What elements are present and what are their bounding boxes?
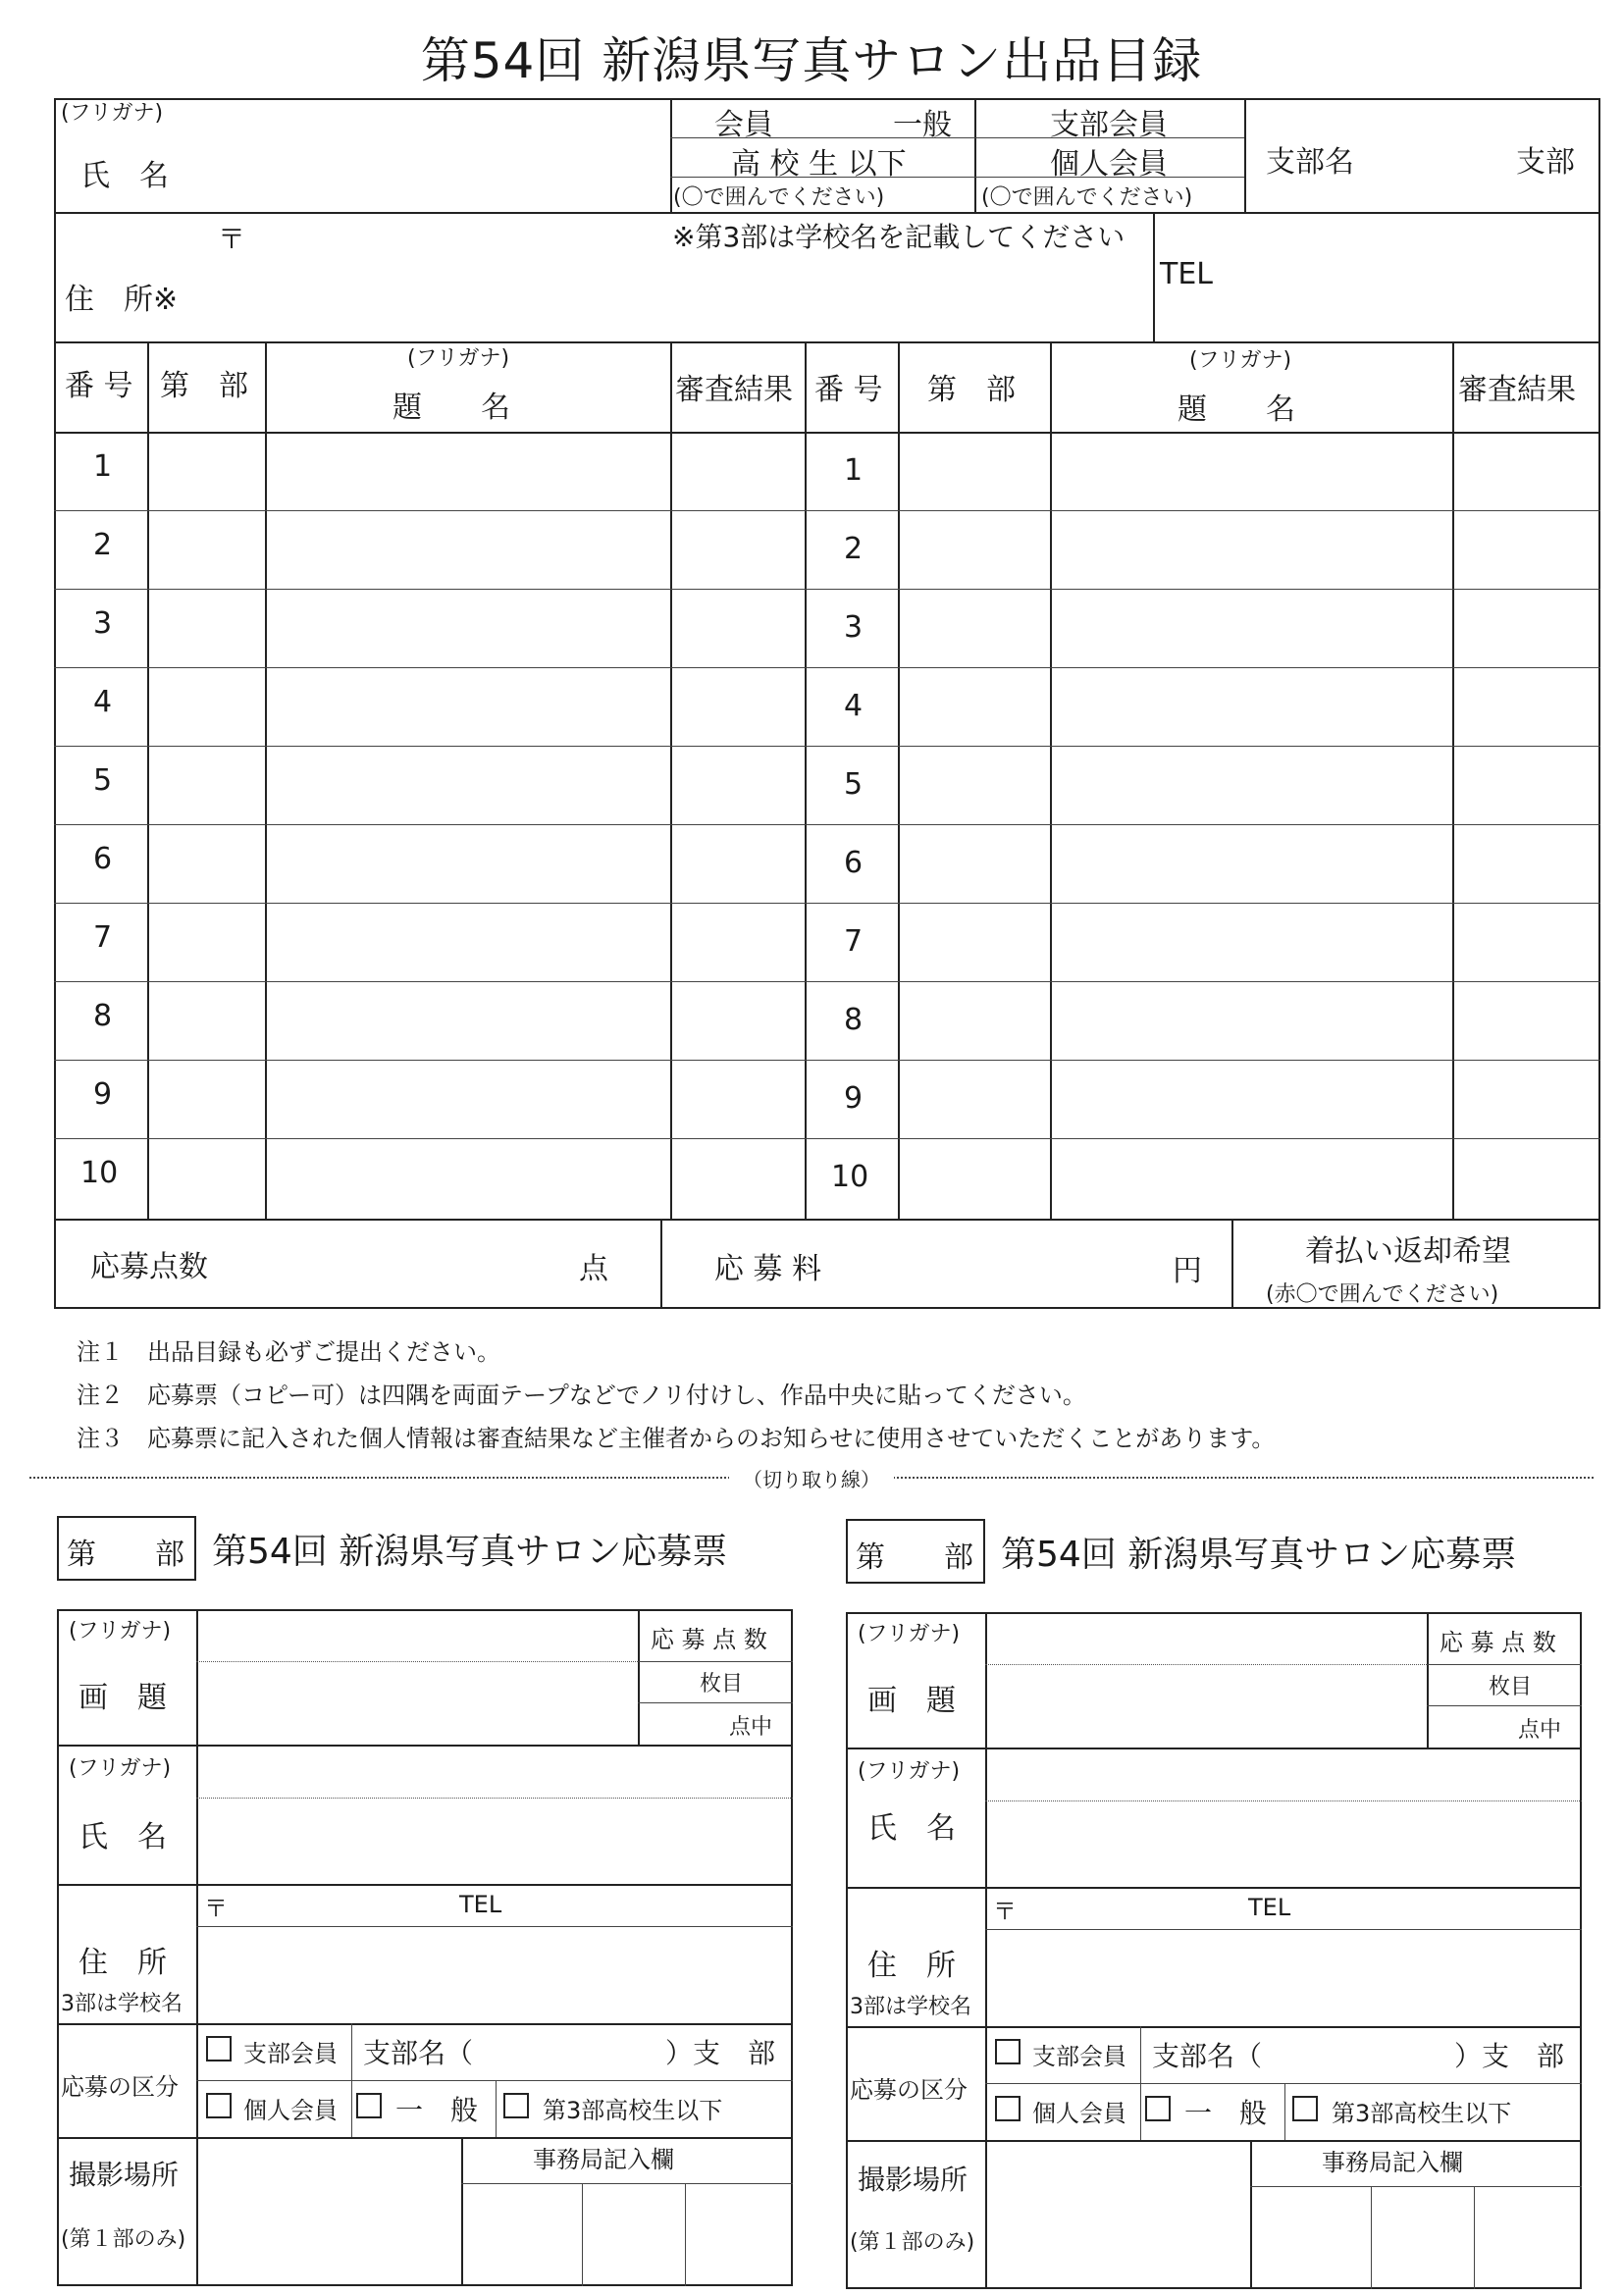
fee-label: 応 募 料 bbox=[714, 1252, 822, 1286]
branch-suffix: 支部 bbox=[1516, 145, 1575, 180]
postal-mark: 〒 bbox=[993, 1898, 1017, 1925]
section-box-label: 第 部 bbox=[856, 1540, 973, 1575]
location-sub: (第１部のみ) bbox=[61, 2227, 186, 2252]
note-3: 注３ 応募票に記入された個人情報は審査結果など主催者からのお知らせに使用させていただくことがあります。 bbox=[77, 1425, 1276, 1452]
page-title: 第54回 新潟県写真サロン出品目録 bbox=[420, 32, 1203, 89]
highschool-checkbox[interactable] bbox=[1292, 2096, 1318, 2121]
header-title-right: 題 名 bbox=[1178, 392, 1295, 427]
general-label: 一 般 bbox=[395, 2094, 479, 2126]
row-number: 8 bbox=[844, 1003, 864, 1037]
return-label[interactable]: 着払い返却希望 bbox=[1305, 1234, 1511, 1269]
header-section-right: 第 部 bbox=[927, 373, 1016, 407]
highschool-option[interactable]: 高 校 生 以下 bbox=[731, 147, 907, 182]
header-number-right: 番 号 bbox=[814, 373, 883, 407]
tel-label: TEL bbox=[459, 1891, 502, 1918]
count-label: 応 募 点 数 bbox=[1440, 1629, 1556, 1656]
highschool-label: 第3部高校生以下 bbox=[543, 2097, 723, 2124]
count-unit: 点 bbox=[579, 1252, 608, 1286]
name-furigana-label: (フリガナ) bbox=[69, 1756, 172, 1781]
header-result-right: 審査結果 bbox=[1458, 373, 1576, 407]
branch-name-label: 支部名（ bbox=[1152, 2040, 1263, 2072]
row-number: 3 bbox=[844, 610, 864, 645]
row-number: 2 bbox=[844, 532, 864, 566]
count-of: 枚目 bbox=[1489, 1675, 1533, 1699]
branch-name-label: 支部名（ bbox=[363, 2037, 474, 2069]
count-of: 枚目 bbox=[700, 1672, 744, 1696]
work-title-label: 画 題 bbox=[867, 1684, 956, 1718]
return-hint: (赤〇で囲んでください) bbox=[1266, 1282, 1499, 1307]
name-label: 氏 名 bbox=[867, 1811, 956, 1846]
individual-member-label: 個人会員 bbox=[1032, 2100, 1126, 2127]
row-number: 1 bbox=[844, 453, 864, 488]
entries-table bbox=[54, 341, 1600, 1221]
row-number: 4 bbox=[93, 685, 113, 719]
category-label: 応募の区分 bbox=[61, 2073, 179, 2101]
work-furigana-label: (フリガナ) bbox=[69, 1619, 172, 1644]
row-number: 10 bbox=[831, 1160, 869, 1194]
row-number: 5 bbox=[93, 763, 113, 798]
header-result-left: 審査結果 bbox=[675, 373, 793, 407]
address-label: 住 所 bbox=[867, 1949, 956, 1983]
name-label: 氏 名 bbox=[80, 159, 169, 193]
count-total: 点中 bbox=[729, 1715, 773, 1740]
count-label: 応募点数 bbox=[90, 1250, 208, 1284]
tel-label: TEL bbox=[1160, 257, 1213, 291]
office-label: 事務局記入欄 bbox=[1322, 2149, 1463, 2176]
general-checkbox[interactable] bbox=[356, 2093, 382, 2118]
row-number: 2 bbox=[93, 528, 113, 562]
tel-label: TEL bbox=[1248, 1894, 1291, 1921]
cut-line-label: （切り取り線） bbox=[729, 1468, 894, 1491]
member-option[interactable]: 会員 bbox=[714, 108, 773, 142]
address-label: 住 所※ bbox=[65, 283, 179, 317]
circle-hint-2: (〇で囲んでください) bbox=[981, 185, 1193, 210]
header-title-left: 題 名 bbox=[393, 391, 510, 425]
office-label: 事務局記入欄 bbox=[533, 2146, 674, 2173]
row-number: 9 bbox=[93, 1077, 113, 1112]
header-furigana-left: (フリガナ) bbox=[407, 346, 510, 371]
work-title-label: 画 題 bbox=[79, 1681, 167, 1715]
header-number-left: 番 号 bbox=[65, 369, 133, 403]
row-number: 7 bbox=[844, 924, 864, 959]
branch-member-checkbox[interactable] bbox=[206, 2036, 232, 2061]
location-label: 撮影場所 bbox=[69, 2159, 180, 2191]
branch-member-checkbox[interactable] bbox=[995, 2039, 1021, 2064]
individual-member-checkbox[interactable] bbox=[206, 2093, 232, 2118]
row-number: 5 bbox=[844, 767, 864, 802]
name-furigana-label: (フリガナ) bbox=[61, 101, 164, 126]
entry-ticket-left bbox=[57, 1516, 793, 2291]
name-furigana-label: (フリガナ) bbox=[858, 1759, 961, 1784]
row-number: 6 bbox=[93, 842, 113, 876]
branch-member-label: 支部会員 bbox=[243, 2040, 338, 2067]
count-label: 応 募 点 数 bbox=[651, 1626, 767, 1653]
general-checkbox[interactable] bbox=[1145, 2096, 1171, 2121]
postal-mark: 〒 bbox=[204, 1895, 228, 1922]
section-box-label: 第 部 bbox=[67, 1538, 184, 1572]
name-label: 氏 名 bbox=[79, 1820, 167, 1854]
ticket-title: 第54回 新潟県写真サロン応募票 bbox=[1001, 1535, 1517, 1575]
general-option[interactable]: 一般 bbox=[893, 108, 952, 142]
entry-ticket-right bbox=[846, 1519, 1582, 2294]
address-label: 住 所 bbox=[79, 1946, 167, 1980]
location-label: 撮影場所 bbox=[858, 2164, 969, 2196]
work-furigana-label: (フリガナ) bbox=[858, 1622, 961, 1646]
row-number: 6 bbox=[844, 846, 864, 880]
address-sub: 3部は学校名 bbox=[850, 1995, 971, 2019]
circle-hint: (〇で囲んでください) bbox=[673, 185, 885, 210]
row-number: 4 bbox=[844, 689, 864, 723]
individual-member-label: 個人会員 bbox=[243, 2097, 338, 2124]
ticket-title: 第54回 新潟県写真サロン応募票 bbox=[212, 1532, 728, 1572]
school-note: ※第3部は学校名を記載してください bbox=[672, 221, 1126, 253]
row-number: 7 bbox=[93, 920, 113, 955]
branch-name-label: 支部名 bbox=[1266, 145, 1354, 180]
individual-member-checkbox[interactable] bbox=[995, 2096, 1021, 2121]
branch-member-label: 支部会員 bbox=[1032, 2043, 1126, 2070]
branch-suffix: ）支 部 bbox=[665, 2037, 776, 2069]
category-label: 応募の区分 bbox=[850, 2076, 968, 2104]
branch-member-option[interactable]: 支部会員 bbox=[1050, 108, 1168, 142]
branch-suffix: ）支 部 bbox=[1454, 2040, 1565, 2072]
row-number: 10 bbox=[80, 1156, 119, 1190]
row-number: 1 bbox=[93, 449, 113, 484]
general-label: 一 般 bbox=[1184, 2097, 1268, 2129]
row-number: 3 bbox=[93, 606, 113, 641]
row-number: 8 bbox=[93, 999, 113, 1033]
highschool-label: 第3部高校生以下 bbox=[1332, 2100, 1512, 2127]
row-number: 9 bbox=[844, 1081, 864, 1116]
count-total: 点中 bbox=[1518, 1718, 1562, 1743]
individual-member-option[interactable]: 個人会員 bbox=[1050, 147, 1168, 182]
highschool-checkbox[interactable] bbox=[503, 2093, 529, 2118]
address-sub: 3部は学校名 bbox=[61, 1992, 183, 2016]
note-2: 注２ 応募票（コピー可）は四隅を両面テープなどでノリ付けし、作品中央に貼ってください。 bbox=[77, 1382, 1086, 1409]
postal-mark: 〒 bbox=[218, 223, 246, 255]
note-1: 注１ 出品目録も必ずご提出ください。 bbox=[77, 1338, 500, 1366]
location-sub: (第１部のみ) bbox=[850, 2230, 975, 2255]
fee-unit: 円 bbox=[1173, 1254, 1202, 1288]
header-furigana-right: (フリガナ) bbox=[1189, 348, 1292, 373]
header-section-left: 第 部 bbox=[160, 369, 248, 403]
